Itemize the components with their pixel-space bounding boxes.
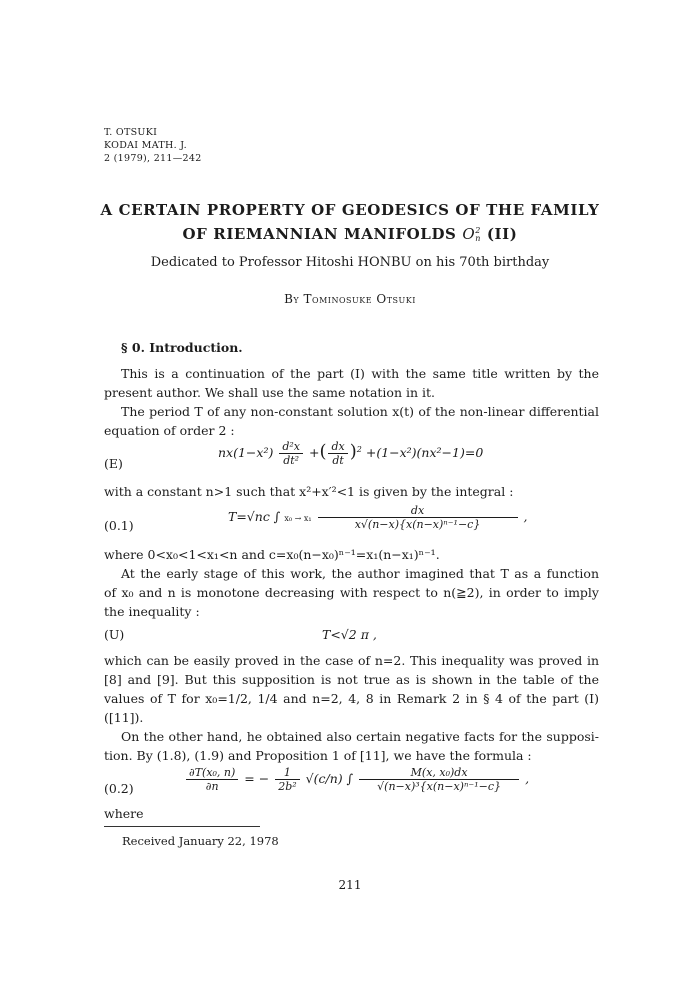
equation-0-2: $\frac{\text{∂T(x₀, n)}}{\partial n}$ = − $\frac{1}{\text{2b²}}$ √(c/n) ∫ $\frac{\text{M(x, x₀)dx}}{\text{√(n−x)³\{x(n−x)ⁿ⁻¹−c\}}}$ , [184,766,529,793]
header-issue: 2 (1979), 211—242 [104,153,202,164]
equation-E: nx(1−x²) $\frac{\text{d²x}}{\text{dt²}}$ +( $\frac{dx}{dt}$ )$^2$ +(1−x²)(nx²−1)=0 [218,440,484,467]
equation-label-0-2: (0.2) [104,781,134,796]
paragraph-1: This is a continuation of the part (I) with the same title written by the present author. We shall use the same notation in it. [104,366,599,400]
manifold-symbol: O 2 n [462,225,481,243]
paragraph-8: where [104,806,144,821]
header-journal: KODAI MATH. J. [104,140,187,151]
section-heading: § 0. Introduction. [121,340,243,355]
paragraph-2: The period T of any non-constant solution x(t) of the non-linear differential equation of order 2 : [104,404,599,438]
footnote-rule [104,826,260,827]
paragraph-4: where 0<x₀<1<x₁<n and c=x₀(n−x₀)ⁿ⁻¹=x₁(n−x₁)ⁿ⁻¹. [104,547,440,562]
received-date: Received January 22, 1978 [122,834,279,848]
byline-author: Tominosuke Otsuki [303,292,416,306]
title-suffix: (II) [486,225,518,243]
paper-title-line-2 [60,225,640,243]
paper-title-line-1: A CERTAIN PROPERTY OF GEODESICS OF THE FAMILY [100,201,600,219]
title-text: OF RIEMANNIAN MANIFOLDS [182,225,457,243]
equation-label-E: (E) [104,456,123,471]
equation-label-0-1: (0.1) [104,518,134,533]
equation-U: T<√2 π , [322,627,377,642]
page-number: 211 [338,878,362,892]
paragraph-7: On the other hand, he obtained also certain negative facts for the supposi- tion. By (1.8), (1.9) and Proposition 1 of [11], we have the formula : [104,729,599,763]
dedication: Dedicated to Professor Hitoshi HONBU on his 70th birthday [150,255,550,270]
paragraph-6: which can be easily proved in the case of n=2. This inequality was proved in [8] and [9]. But this supposition is not true as is shown in the table of the values of T for x₀=1/2, 1/4 and n=2, 4, 8 in Remark 2 in § 4 of the part (I) ([11]). [104,653,599,725]
paragraph-3: with a constant n>1 such that x²+x′²<1 is given by the integral : [104,484,514,499]
running-header [104,126,202,165]
equation-label-U: (U) [104,627,125,642]
header-author: T. OTSUKI [104,127,158,138]
byline: By Tominosuke Otsuki [284,292,416,306]
paragraph-5: At the early stage of this work, the author imagined that T as a function of x₀ and n is monotone decreasing with respect to n(≧2), in order to imply the inequality : [104,566,599,619]
equation-0-1: T=√nc ∫ x₀ → x₁ $\frac{dx}{\text{x√(n−x)\{x(n−x)ⁿ⁻¹−c\}}}$ , [228,504,528,531]
